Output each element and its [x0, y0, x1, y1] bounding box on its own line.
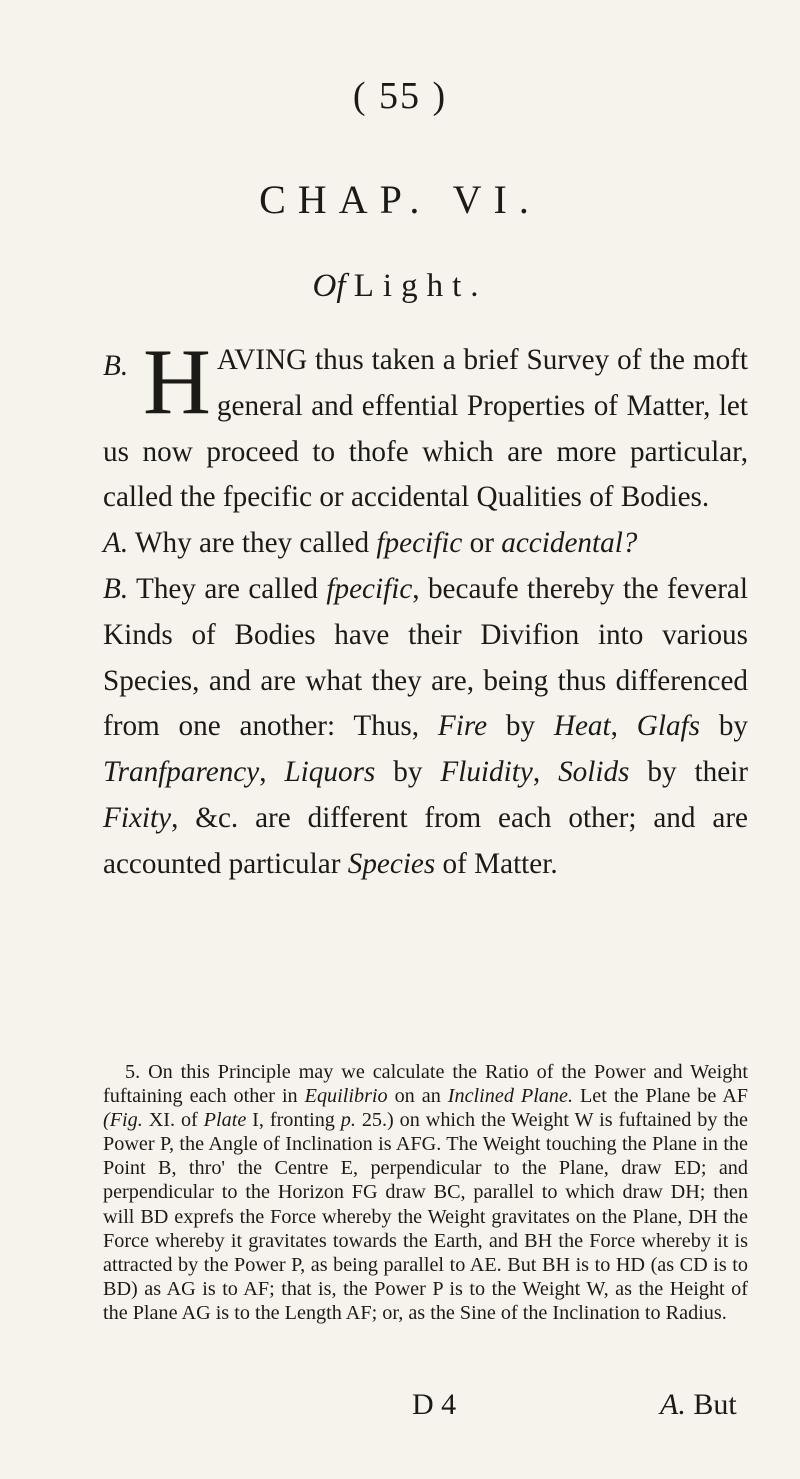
- catchword: A. But: [660, 1388, 737, 1421]
- footnote: [103, 1060, 748, 1325]
- footnote-paragraph: 5. On this Principle may we calculate the Ratio of the Power and Weight fuftaining each other in Equilibrio on an Inclined Plane. Let the Plane be AF (Fig. XI. of Plate I, fronting p. 25.) on which the Weight W is fuftained by the Power P, the Angle of Inclination is AFG. The Weight touching the Plane in the Point B, thro' the Centre E, perpendicular to the Plane, draw ED; and perpendicular to the Horizon FG draw BC, parallel to which draw DH; then will BD exprefs the Force whereby the Weight gravitates on the Plane, DH the Force whereby it gravitates towards the Earth, and BH the Force whereby it is attracted by the Power P, as being parallel to AE. But BH is to HD (as CD is to BD) as AG is to AF; that is, the Power P is to the Weight W, as the Height of the Plane AG is to the Length AF; or, as the Sine of the Inclination to Radius.: [103, 1061, 748, 1324]
- intro-text: AVING thus taken a brief Survey of the moft general and effential Properties of Matter, let us now proceed to thofe which are more particular, called the fpecific or accidental Qualities of Bodies.: [103, 344, 748, 514]
- chapter-title: [0, 268, 800, 305]
- speaker-a: A.: [103, 527, 129, 560]
- answer-paragraph: B. They are called fpecific, becaufe thereby the feveral Kinds of Bodies have their Divifion into various Species, and are what they are, being thus differenced from one another: Thus, Fire by Heat, Glafs by Tranfparency, Liquors by Fluidity, Solids by their Fixity, &c. are different from each other; and are accounted particular Species of Matter.: [103, 572, 748, 880]
- speaker-b: B.: [103, 350, 129, 382]
- page-number: ( 55 ): [352, 75, 448, 117]
- main-text: [103, 330, 748, 888]
- chapter-heading: CHAP. VI.: [259, 177, 541, 222]
- question-paragraph: A. Why are they called fpecific or accidental?: [103, 527, 638, 560]
- intro-paragraph: [103, 330, 748, 521]
- speaker-b-answer: B.: [103, 572, 129, 605]
- title-of: Of: [312, 268, 346, 304]
- signature-mark: D 4: [412, 1388, 457, 1421]
- drop-cap: H: [143, 330, 211, 434]
- title-light: Light.: [353, 268, 488, 304]
